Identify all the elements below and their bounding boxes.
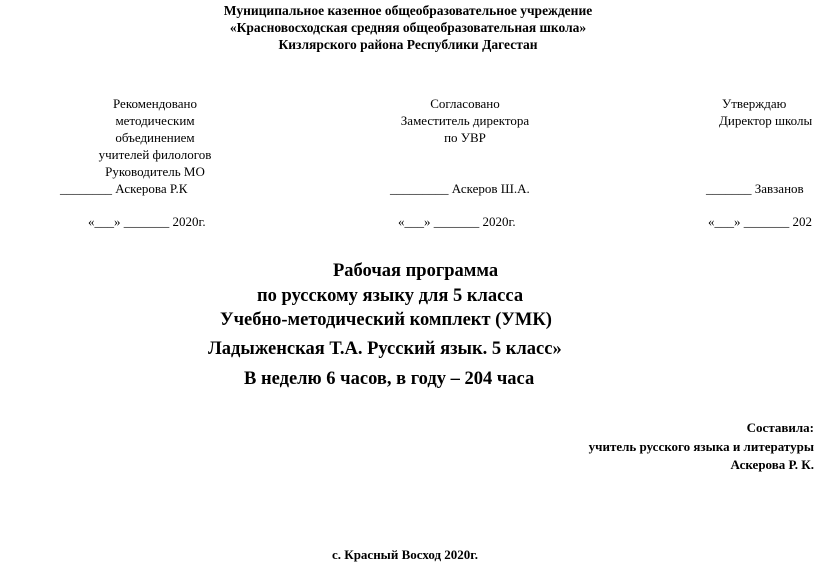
approved-heading: Утверждаю xyxy=(722,96,787,111)
approved-signature: _______ Завзанов xyxy=(706,181,804,196)
program-subject: по русскому языку для 5 класса xyxy=(257,286,524,306)
program-hours: В неделю 6 часов, в году – 204 часа xyxy=(244,369,535,389)
textbook-grade: 5 класс» xyxy=(491,339,562,359)
textbook-title: Ладыженская Т.А. Русский язык. xyxy=(208,339,488,359)
program-title: Рабочая программа xyxy=(333,261,499,281)
compiled-label: Составила: xyxy=(746,420,814,435)
recommended-line: Рекомендовано xyxy=(113,96,197,111)
recommended-line: методическим xyxy=(115,113,195,128)
school-district: Кизлярского района Республики Дагестан xyxy=(278,37,538,52)
recommended-line: учителей филологов xyxy=(98,147,212,162)
school-type: Муниципальное казенное общеобразовательное учреждение xyxy=(223,3,593,18)
recommended-line: объединением xyxy=(115,130,195,145)
compiled-name: Аскерова Р. К. xyxy=(730,457,814,472)
recommended-line: Руководитель МО xyxy=(105,164,205,179)
recommended-date: «___» _______ 2020г. xyxy=(88,214,206,229)
approved-date: «___» _______ 202 xyxy=(708,214,812,229)
compiled-position: учитель русского языка и литературы xyxy=(588,439,814,454)
school-name: «Красновосходская средняя общеобразовательная школа» xyxy=(229,20,587,35)
recommended-signature: ________ Аскерова Р.К xyxy=(60,181,188,196)
agreed-line: по УВР xyxy=(444,130,486,145)
agreed-block xyxy=(370,95,560,146)
agreed-date: «___» _______ 2020г. xyxy=(398,214,516,229)
place-year: с. Красный Восход 2020г. xyxy=(332,547,478,562)
agreed-line: Заместитель директора xyxy=(400,113,530,128)
recommended-block xyxy=(60,95,250,180)
program-umk: Учебно-методический комплект (УМК) xyxy=(220,310,552,330)
agreed-signature: _________ Аскеров Ш.А. xyxy=(390,181,530,196)
agreed-line: Согласовано xyxy=(430,96,500,111)
approved-position: Директор школы xyxy=(719,113,813,128)
program-textbook xyxy=(208,338,562,360)
